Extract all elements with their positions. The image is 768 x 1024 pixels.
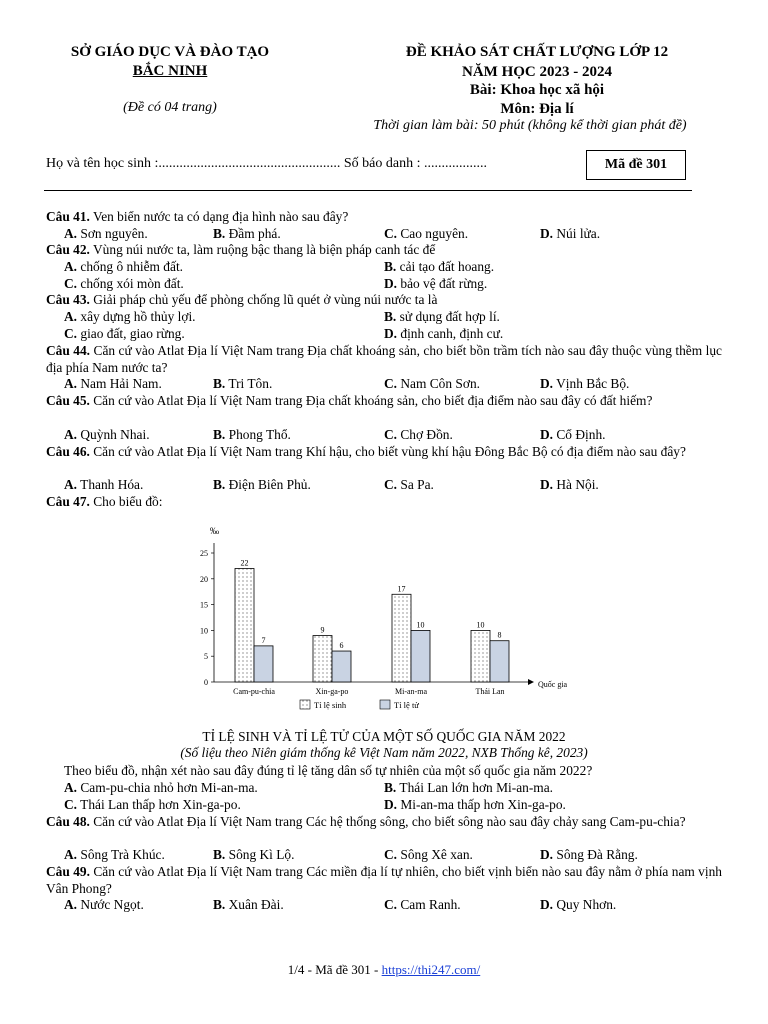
answer-option[interactable] [213, 477, 311, 493]
chart-title: TỈ LỆ SINH VÀ TỈ LỆ TỬ CỦA MỘT SỐ QUỐC GIA NĂM 2022 [202, 729, 566, 744]
question-49 [46, 864, 722, 897]
question-41 [46, 209, 722, 226]
question-text: Căn cứ vào Atlat Địa lí Việt Nam trang Khí hậu, cho biết vùng khí hậu Đông Bắc Bộ có địa điểm nào sau đây? [89, 444, 686, 459]
option-text: Tri Tôn. [225, 376, 273, 391]
legend-label-birth: Tỉ lệ sinh [314, 700, 347, 710]
x-axis-arrow [528, 679, 534, 685]
bar-value-label: 7 [261, 635, 266, 645]
question-number: Câu 45. [46, 393, 90, 408]
answer-option[interactable] [384, 427, 453, 443]
answer-option[interactable] [64, 309, 196, 325]
option-letter: C. [64, 276, 78, 291]
question-number: Câu 46. [46, 444, 90, 459]
question-47 [46, 494, 722, 511]
answer-option[interactable] [64, 897, 144, 913]
page-indicator: 1/4 - Mã đề 301 - [287, 962, 382, 977]
option-text: chống ô nhiễm đất. [77, 259, 184, 274]
question-44 [46, 343, 722, 376]
option-letter: D. [384, 276, 398, 291]
answer-option[interactable] [64, 780, 258, 796]
question-48 [46, 814, 722, 831]
x-tick-label: Thái Lan [475, 687, 505, 696]
option-text: chống xói mòn đất. [77, 276, 184, 291]
option-letter: D. [540, 226, 554, 241]
bar-birth-rate [235, 568, 254, 682]
option-text: Nước Ngọt. [77, 897, 144, 912]
option-text: Nam Hải Nam. [77, 376, 162, 391]
answer-option[interactable] [540, 477, 599, 493]
chart-source: (Số liệu theo Niên giám thống kê Việt Nam năm 2022, NXB Thống kê, 2023) [180, 745, 588, 760]
bar-birth-rate [392, 594, 411, 682]
y-tick-label: 10 [200, 626, 208, 636]
department-name: SỞ GIÁO DỤC VÀ ĐÀO TẠO [70, 44, 270, 60]
option-letter: B. [213, 226, 226, 241]
option-letter: D. [540, 897, 554, 912]
pages-note: (Đề có 04 trang) [123, 100, 217, 115]
answer-option[interactable] [213, 376, 272, 392]
legend-label-death: Tỉ lệ tử [394, 700, 419, 710]
option-letter: A. [64, 427, 78, 442]
option-letter: D. [384, 326, 398, 341]
answer-option[interactable] [540, 226, 600, 242]
answer-option[interactable] [64, 477, 143, 493]
question-42 [46, 242, 722, 259]
exam-duration: Thời gian làm bài: 50 phút (không kể thời gian phát đề) [373, 118, 687, 133]
option-letter: C. [384, 427, 398, 442]
option-letter: D. [384, 797, 398, 812]
x-axis-title: Quốc gia [538, 680, 568, 689]
answer-option[interactable] [64, 276, 184, 292]
question-number: Câu 48. [46, 814, 90, 829]
option-letter: C. [384, 847, 398, 862]
option-text: Điện Biên Phủ. [225, 477, 311, 492]
option-text: Sông Đà Rằng. [553, 847, 638, 862]
answer-option[interactable] [64, 797, 241, 813]
question-43 [46, 292, 722, 309]
option-text: Phong Thổ. [225, 427, 291, 442]
answer-option[interactable] [540, 376, 629, 392]
province-name: BẮC NINH [132, 63, 208, 79]
answer-option[interactable] [384, 309, 500, 325]
option-text: Sa Pa. [397, 477, 434, 492]
option-letter: A. [64, 477, 78, 492]
option-letter: A. [64, 780, 78, 795]
answer-option[interactable] [64, 226, 148, 242]
bar-death-rate [332, 651, 351, 682]
answer-option[interactable] [384, 847, 473, 863]
bar-value-label: 9 [320, 625, 325, 635]
question-number: Câu 42. [46, 242, 90, 257]
option-text: Quỳnh Nhai. [77, 427, 150, 442]
question-number: Câu 47. [46, 494, 90, 509]
option-text: định canh, định cư. [397, 326, 504, 341]
option-text: Đầm phá. [225, 226, 281, 241]
y-axis-unit: ‰ [210, 526, 219, 536]
option-letter: D. [540, 376, 554, 391]
option-letter: B. [213, 847, 226, 862]
option-text: giao đất, giao rừng. [77, 326, 185, 341]
option-letter: B. [384, 259, 397, 274]
y-tick-label: 20 [200, 574, 208, 584]
q47-prompt: Theo biểu đồ, nhận xét nào sau đây đúng tỉ lệ tăng dân số tự nhiên của một số quốc gia năm 2022? [64, 763, 593, 778]
question-text: Vùng núi nước ta, làm ruộng bậc thang là biện pháp canh tác để [89, 242, 436, 257]
option-text: Sông Kì Lộ. [225, 847, 295, 862]
option-text: Xuân Đài. [225, 897, 284, 912]
question-45 [46, 393, 722, 410]
exam-code-box: Mã đề 301 [586, 150, 686, 180]
option-text: xây dựng hồ thủy lợi. [77, 309, 196, 324]
question-number: Câu 41. [46, 209, 90, 224]
option-text: Cao nguyên. [397, 226, 469, 241]
option-letter: A. [64, 226, 78, 241]
answer-option[interactable] [384, 226, 468, 242]
answer-option[interactable] [213, 427, 291, 443]
answer-option[interactable] [384, 326, 503, 342]
question-text: Căn cứ vào Atlat Địa lí Việt Nam trang Các hệ thống sông, cho biết sông nào sau đây chảy sang Cam-pu-chia? [89, 814, 686, 829]
question-text: Giải pháp chủ yếu để phòng chống lũ quét ở vùng núi nước ta là [89, 292, 438, 307]
answer-option[interactable] [64, 847, 165, 863]
y-tick-label: 25 [200, 549, 208, 558]
bar-value-label: 10 [476, 620, 485, 630]
option-text: Cam Ranh. [397, 897, 461, 912]
option-text: sử dụng đất hợp lí. [396, 309, 500, 324]
bar-value-label: 22 [240, 558, 249, 568]
bar-value-label: 6 [339, 641, 344, 651]
question-number: Câu 49. [46, 864, 90, 879]
question-text: Căn cứ vào Atlat Địa lí Việt Nam trang Địa chất khoáng sản, cho biết bồn trầm tích nào sau đây thuộc vùng thềm lục địa phía Nam nước ta? [46, 343, 722, 375]
option-text: Thanh Hóa. [77, 477, 144, 492]
question-text: Căn cứ vào Atlat Địa lí Việt Nam trang Các miền địa lí tự nhiên, cho biết vịnh biển nào sau đây nằm ở phía nam vịnh Vân Phong? [46, 864, 722, 896]
option-text: Thái Lan thấp hơn Xin-ga-po. [77, 797, 241, 812]
source-link[interactable]: https://thi247.com/ [381, 962, 481, 977]
option-text: Quy Nhơn. [553, 897, 617, 912]
answer-option[interactable] [213, 226, 281, 242]
question-number: Câu 44. [46, 343, 91, 358]
option-letter: A. [64, 847, 78, 862]
option-letter: C. [384, 226, 398, 241]
answer-option[interactable] [540, 427, 605, 443]
option-letter: D. [540, 477, 554, 492]
question-text: Căn cứ vào Atlat Địa lí Việt Nam trang Địa chất khoáng sản, cho biết địa điểm nào sau đây có đất hiếm? [89, 393, 653, 408]
option-letter: A. [64, 309, 78, 324]
exam-title: ĐỀ KHẢO SÁT CHẤT LƯỢNG LỚP 12 [405, 44, 669, 60]
option-text: Thái Lan lớn hơn Mi-an-ma. [396, 780, 553, 795]
option-text: cải tạo đất hoang. [396, 259, 495, 274]
option-letter: B. [213, 376, 226, 391]
answer-option[interactable] [540, 897, 616, 913]
option-letter: B. [213, 427, 226, 442]
option-letter: A. [64, 259, 78, 274]
bar-death-rate [254, 646, 273, 682]
school-year: NĂM HỌC 2023 - 2024 [462, 64, 612, 80]
option-text: Sông Xê xan. [397, 847, 473, 862]
subject: Môn: Địa lí [500, 101, 574, 117]
answer-option[interactable] [384, 477, 434, 493]
option-text: Sông Trà Khúc. [77, 847, 165, 862]
bar-birth-rate [313, 636, 332, 682]
legend-swatch-death [380, 700, 390, 709]
page-footer [0, 962, 768, 978]
answer-option[interactable] [213, 847, 294, 863]
answer-option[interactable] [384, 259, 494, 275]
answer-option[interactable] [384, 376, 480, 392]
answer-option[interactable] [64, 376, 162, 392]
answer-option[interactable] [384, 780, 553, 796]
answer-option[interactable] [384, 797, 566, 813]
option-letter: A. [64, 897, 78, 912]
option-letter: C. [384, 477, 398, 492]
option-text: Nam Côn Sơn. [397, 376, 480, 391]
divider [44, 190, 692, 191]
x-tick-label: Mi-an-ma [395, 687, 427, 696]
option-letter: D. [540, 847, 554, 862]
legend-swatch-birth [300, 700, 310, 709]
option-letter: B. [384, 780, 397, 795]
answer-option[interactable] [540, 847, 638, 863]
option-text: Hà Nội. [553, 477, 599, 492]
exam-section: Bài: Khoa học xã hội [469, 82, 605, 98]
student-info-line: Họ và tên học sinh :.................................................... Số báo danh : .................. [46, 156, 487, 171]
birth-death-rate-chart [190, 520, 590, 720]
question-text: Ven biển nước ta có dạng địa hình nào sau đây? [89, 209, 349, 224]
bar-value-label: 17 [397, 584, 406, 594]
question-text: Cho biểu đồ: [89, 494, 163, 509]
option-text: Sơn nguyên. [77, 226, 148, 241]
answer-option[interactable] [64, 259, 183, 275]
option-text: bảo vệ đất rừng. [397, 276, 488, 291]
answer-option[interactable] [384, 276, 487, 292]
answer-option[interactable] [64, 427, 150, 443]
bar-death-rate [490, 641, 509, 682]
question-number: Câu 43. [46, 292, 90, 307]
option-letter: C. [64, 326, 78, 341]
option-text: Chợ Đồn. [397, 427, 453, 442]
answer-option[interactable] [64, 326, 185, 342]
bar-birth-rate [471, 630, 490, 682]
question-46 [46, 444, 722, 461]
bar-death-rate [411, 630, 430, 682]
option-letter: C. [384, 897, 398, 912]
option-letter: B. [213, 897, 226, 912]
option-letter: B. [384, 309, 397, 324]
option-letter: C. [384, 376, 398, 391]
y-tick-label: 5 [204, 652, 208, 662]
bar-value-label: 8 [497, 630, 502, 640]
option-text: Núi lửa. [553, 226, 601, 241]
option-letter: D. [540, 427, 554, 442]
option-letter: C. [64, 797, 78, 812]
answer-option[interactable] [213, 897, 284, 913]
option-text: Cam-pu-chia nhỏ hơn Mi-an-ma. [77, 780, 258, 795]
option-text: Vịnh Bắc Bộ. [553, 376, 630, 391]
option-letter: A. [64, 376, 78, 391]
option-text: Mi-an-ma thấp hơn Xin-ga-po. [397, 797, 566, 812]
x-tick-label: Cam-pu-chia [233, 687, 275, 696]
option-letter: B. [213, 477, 226, 492]
option-text: Cổ Định. [553, 427, 606, 442]
y-tick-label: 0 [204, 678, 208, 687]
y-tick-label: 15 [200, 600, 208, 610]
answer-option[interactable] [384, 897, 461, 913]
x-tick-label: Xin-ga-po [315, 687, 349, 696]
bar-value-label: 10 [416, 620, 425, 630]
